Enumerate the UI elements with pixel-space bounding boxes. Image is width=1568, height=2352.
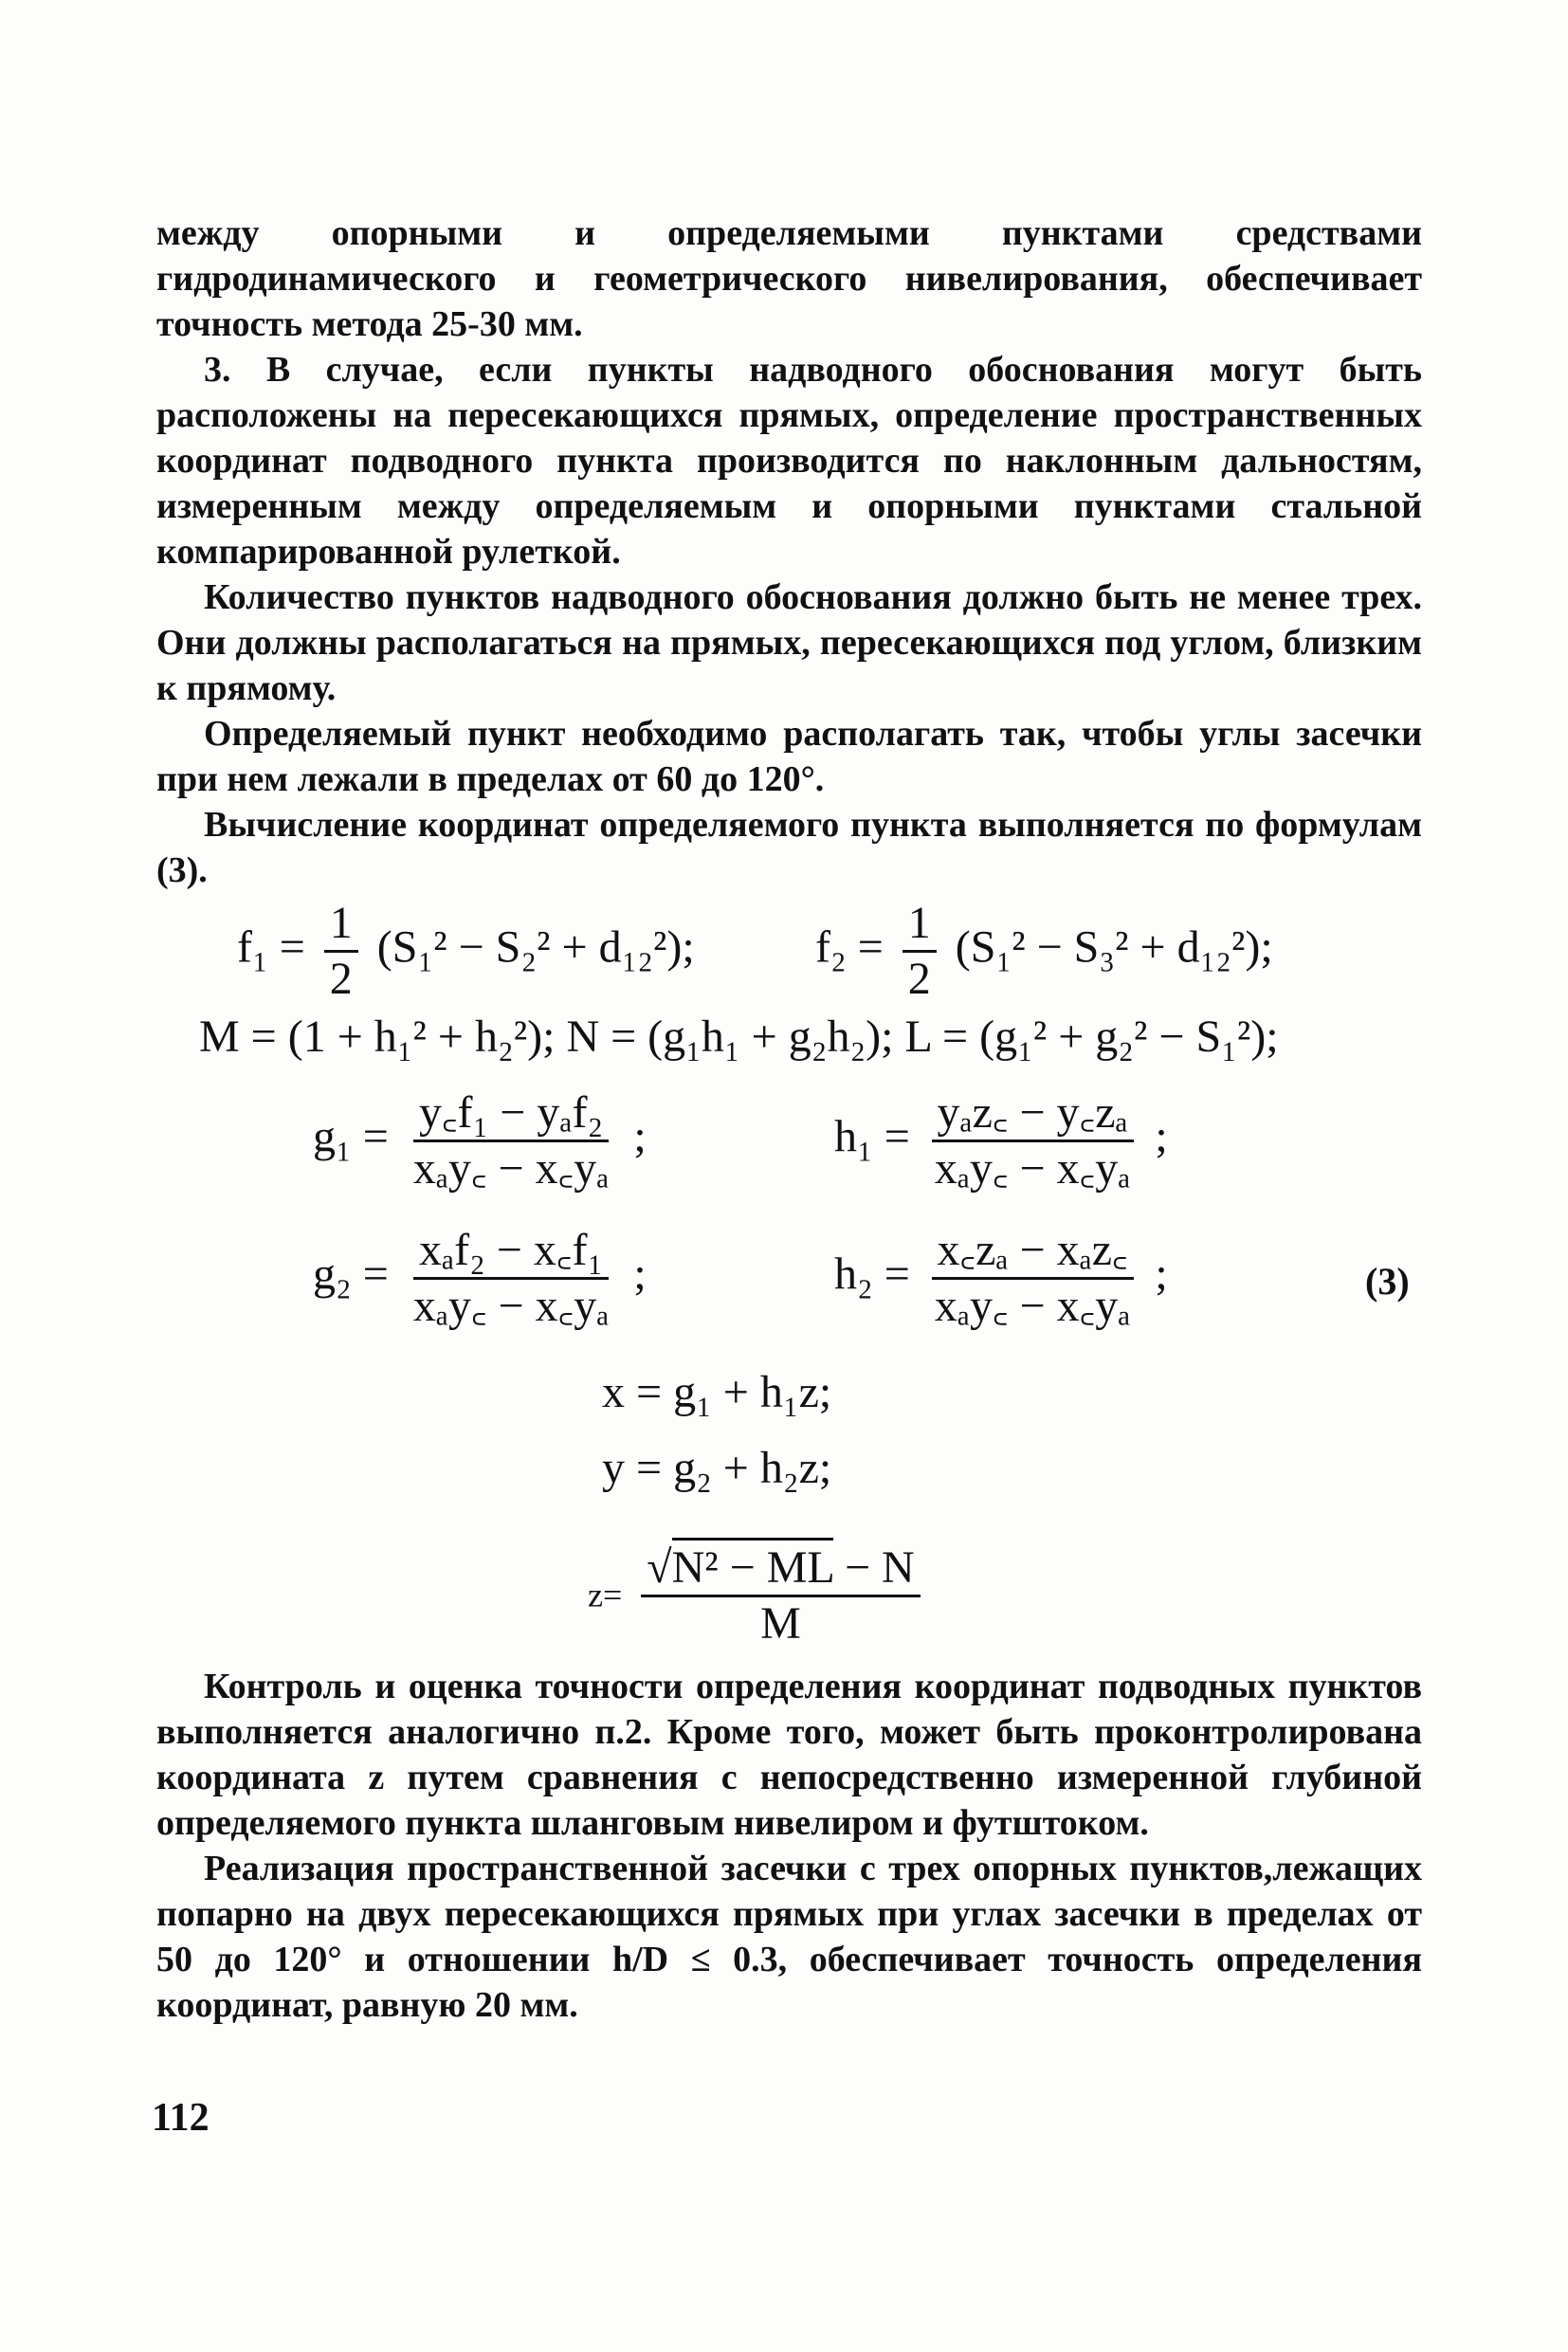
fraction-numerator: x꜀zₐ − xₐz꜀ (932, 1228, 1134, 1280)
paragraph-control: Контроль и оценка точности определения координат подводных пунктов выполняется аналогично п.2. Кроме того, может быть проконтролирована координата z путем сравнения с непосредственно измеренной глубиной определяемого пункта шланговым нивелиром и футштоком. (156, 1667, 1422, 1843)
fraction-numerator: xₐf₂ − x꜀f₁ (413, 1228, 609, 1280)
formula-z (588, 1542, 928, 1649)
formula-f1-lhs: f₁ = (237, 921, 305, 973)
fraction-numerator: y꜀f₁ − yₐf₂ (413, 1090, 609, 1142)
fraction-numerator: 1 (324, 901, 358, 953)
semicolon: ; (633, 1111, 647, 1162)
formula-f2-rhs: (S₁² − S₃² + d₁₂²); (955, 921, 1273, 973)
formula-f2 (815, 898, 1273, 1004)
fraction-denominator: xₐy꜀ − x꜀yₐ (934, 1143, 1131, 1194)
fraction-denominator: 2 (329, 954, 353, 1004)
fraction-denominator: xₐy꜀ − x꜀yₐ (412, 1281, 610, 1331)
fraction-half (324, 898, 358, 1004)
fraction-numerator (641, 1542, 920, 1597)
text-block-bottom (156, 1664, 1422, 2028)
fraction-g1 (408, 1087, 615, 1194)
fraction-numerator: yₐz꜀ − y꜀zₐ (932, 1090, 1134, 1142)
fraction-z (641, 1542, 920, 1649)
formula-h2-lhs: h₂ = (834, 1249, 910, 1300)
numerator-rest: − N (844, 1542, 915, 1593)
fraction-denominator: 2 (907, 954, 931, 1004)
formula-h1-lhs: h₁ = (834, 1111, 910, 1162)
page-number: 112 (152, 2096, 210, 2140)
fraction-h1 (929, 1087, 1137, 1194)
paragraph-realization: Реализация пространственной засечки с трех опорных пунктов,лежащих попарно на двух пересекающихся прямых при углах засечки в пределах от 50 до 120° и отношении h/D ≤ 0.3, обеспечивает точность определения координат, равную 20 мм. (156, 1849, 1422, 2025)
formula-x: x = g₁ + h₁z; (602, 1367, 832, 1417)
equation-number: (3) (1365, 1260, 1410, 1303)
formula-f1-rhs: (S₁² − S₂² + d₁₂²); (376, 921, 695, 973)
semicolon: ; (1155, 1249, 1168, 1300)
formula-f1 (237, 898, 695, 1004)
sqrt-icon: √ (647, 1542, 672, 1593)
paragraph-count-requirement: Количество пунктов надводного обоснования должно быть не менее трех. Они должны располагаться на прямых, пересекающихся под углом, близким к прямому. (156, 577, 1422, 708)
sqrt-radicand: N² − ML (672, 1538, 833, 1593)
fraction-h2 (929, 1225, 1137, 1331)
semicolon: ; (1155, 1111, 1168, 1162)
formula-f2-lhs: f₂ = (815, 921, 884, 973)
formula-g2 (313, 1225, 647, 1331)
formula-g1 (313, 1087, 647, 1194)
formula-g2-lhs: g₂ = (313, 1249, 389, 1300)
fraction-denominator: xₐy꜀ − x꜀yₐ (412, 1143, 610, 1194)
fraction-denominator: xₐy꜀ − x꜀yₐ (934, 1281, 1131, 1331)
fraction-numerator: 1 (903, 901, 937, 953)
fraction-g2 (408, 1225, 615, 1331)
formula-m-n-l: M = (1 + h₁² + h₂²); N = (g₁h₁ + g₂h₂); L = (g₁² + g₂² − S₁²); (199, 1012, 1279, 1062)
semicolon: ; (633, 1249, 647, 1300)
fraction-denominator: M (760, 1598, 801, 1649)
fraction-half (903, 898, 937, 1004)
paragraph-angle-requirement: Определяемый пункт необходимо располагать так, чтобы углы засечки при нем лежали в пределах от 60 до 120°. (156, 714, 1422, 799)
formula-h2 (834, 1225, 1168, 1331)
formula-g1-lhs: g₁ = (313, 1111, 389, 1162)
paragraph-item-3: 3. В случае, если пункты надводного обоснования могут быть расположены на пересекающихся прямых, определение пространственных координат подводного пункта производится по наклонным дальностям, измеренным между определяемым и опорными пунктами стальной компарированной рулеткой. (156, 350, 1422, 572)
paragraph-continuation: между опорными и определяемыми пунктами средствами гидродинамического и геометрического нивелирования, обеспечивает точность метода 25-30 мм. (156, 213, 1422, 344)
formula-y: y = g₂ + h₂z; (602, 1443, 832, 1493)
formula-z-lhs: z= (588, 1576, 623, 1614)
paragraph-formula-intro: Вычисление координат определяемого пункта выполняется по формулам (3). (156, 805, 1422, 890)
formula-h1 (834, 1087, 1168, 1194)
